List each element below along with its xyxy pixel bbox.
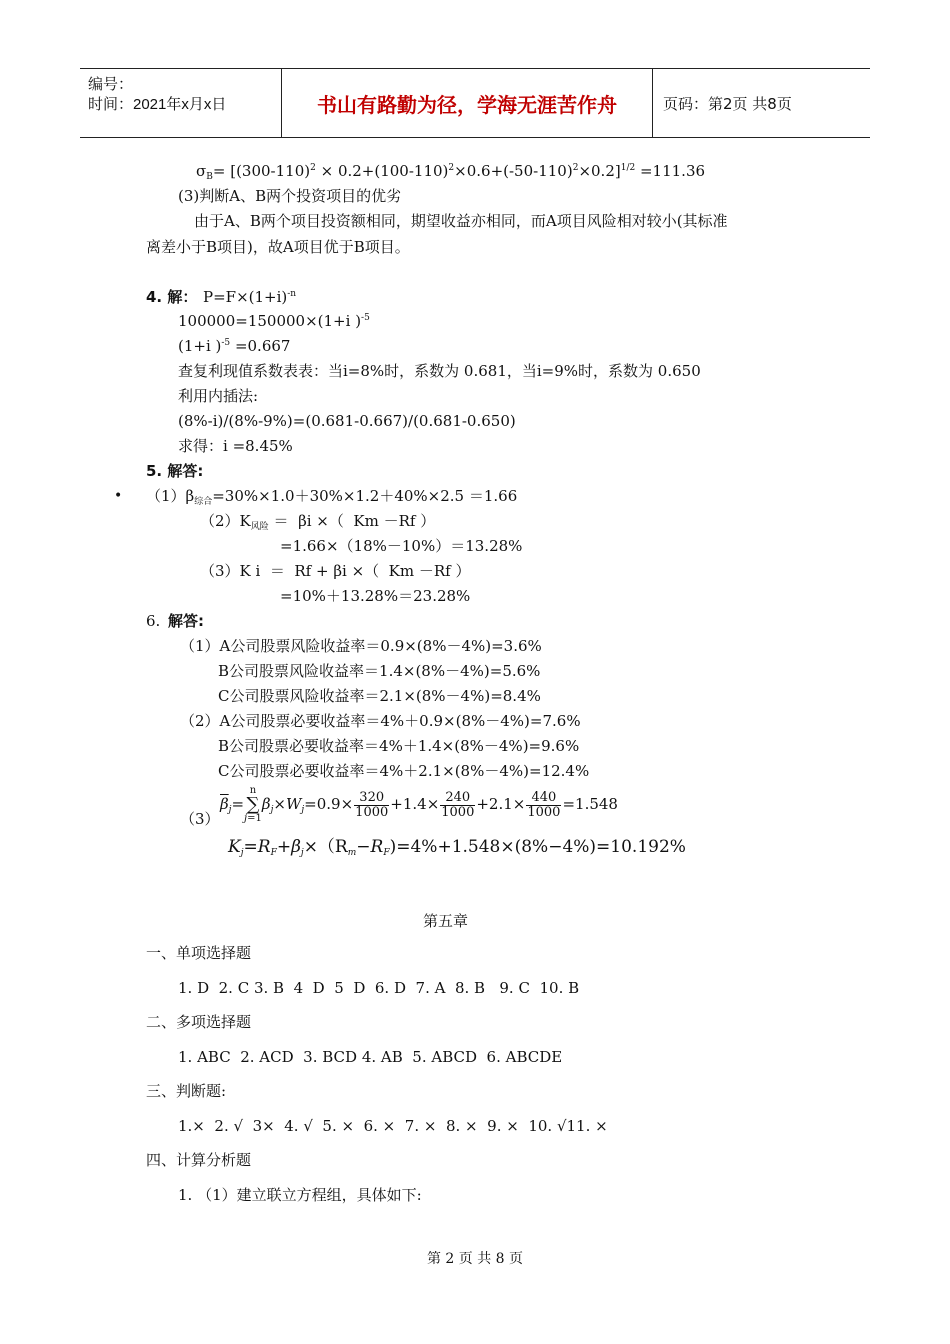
capm-formula: $K_j=R_F+\beta_j\times(R_m-R_F)=4\%+1.548\times(8\%-4\%)=10.192\%$ — [228, 837, 686, 858]
formula-line: =10%＋13.28%＝23.28% — [280, 587, 471, 605]
time-label: 时间：2021年x月x日 — [88, 96, 227, 113]
number-label: 编号： — [88, 76, 134, 93]
page-footer: 第 2 页 共 8 页 — [426, 1251, 524, 1267]
section-heading: 四、计算分析题 — [146, 1151, 252, 1169]
text-line: C公司股票风险收益率＝2.1×(8%－4%)=8.4% — [218, 687, 541, 705]
header-info-cell — [80, 69, 282, 137]
formula-line: 100000=150000×(1+i )$^{-5}$ — [178, 312, 370, 330]
answer-line: 1.× 2. √ 3× 4. √ 5. × 6. × 7. × 8. × 9. × 10. √11. × — [178, 1117, 608, 1135]
answer-line: 1. ABC 2. ACD 3. BCD 4. AB 5. ABCD 6. ABCDE — [178, 1048, 563, 1066]
formula-line: (8%-i)/(8%-9%)=(0.681-0.667)/(0.681-0.650) — [178, 412, 516, 430]
header-motto-cell — [282, 69, 653, 137]
sigma-b-line: $\sigma_B= [(300-110)^2 \times 0.2+(100-110)^2\times 0.6+(-50-110)^2\times 0.2]^{1/2} =111.36$ — [196, 162, 706, 182]
text-line: 利用内插法: — [178, 387, 259, 405]
q6-part3-label: （3） — [180, 810, 220, 828]
formula-line: (1+i )$^{-5}$ =0.667 — [178, 337, 291, 355]
chapter-title: 第五章 — [423, 912, 469, 930]
bullet-icon: • — [114, 488, 123, 504]
q4-label: 4. 解： — [146, 288, 198, 306]
text-line: 离差小于B项目)，故A项目优于B项目。 — [146, 238, 410, 256]
header-page-cell — [653, 69, 870, 137]
text-line: B公司股票必要收益率＝4%＋1.4×(8%－4%)=9.6% — [218, 737, 580, 755]
section-heading: 一、单项选择题 — [146, 944, 252, 962]
motto-text: 书山有路勤为径，学海无涯苦作舟 — [317, 93, 617, 117]
text-line: 求得：i =8.45% — [178, 437, 293, 455]
text-line: 1. （1）建立联立方程组，具体如下: — [178, 1186, 422, 1204]
page-label: 页码：第2页 共8页 — [663, 95, 792, 113]
text-line: (3)判断A、B两个投资项目的优劣 — [178, 187, 402, 205]
page-header — [80, 68, 870, 138]
beta-formula: $\overline{\beta}_j=$ n ∑ j=1 $\beta_j\times W_j=0.9\times$ $\frac{320}{1000}$ +1.4× $\frac{240}{1000}$ +2.1× $\frac{440}{1000}$ =1.548 — [220, 785, 618, 824]
q5-label: 5. 解答: — [146, 462, 204, 480]
formula-line: $P=F\times(1+i)^{-n}$ — [203, 288, 297, 306]
formula-line: =1.66×（18%－10%）＝13.28% — [280, 537, 523, 555]
text-line: B公司股票风险收益率＝1.4×(8%－4%)=5.6% — [218, 662, 541, 680]
formula-line: $(1)\beta_{综合}=30\%\times 1.0+30\%\times 1.2+40\%\times 2.5 =1.66$ — [146, 487, 518, 507]
text-line: （2）A公司股票必要收益率＝4%＋0.9×(8%－4%)=7.6% — [180, 712, 581, 730]
formula-line: （3）K i ＝ Rf + βi ×（ Km －Rf ） — [200, 562, 471, 580]
section-heading: 二、多项选择题 — [146, 1013, 252, 1031]
text-line: C公司股票必要收益率＝4%＋2.1×(8%－4%)=12.4% — [218, 762, 590, 780]
text-line: 由于A、B两个项目投资额相同，期望收益亦相同，而A项目风险相对较小(其标准 — [194, 212, 728, 230]
q6-label: 解答: — [168, 612, 204, 630]
answer-line: 1. D 2. C 3. B 4 D 5 D 6. D 7. A 8. B 9. C 10. B — [178, 979, 580, 997]
section-heading: 三、判断题: — [146, 1082, 227, 1100]
q6-number: 6. — [146, 612, 161, 630]
text-line: （1）A公司股票风险收益率＝0.9×(8%－4%)=3.6% — [180, 637, 542, 655]
text-line: 查复利现值系数表表：当i=8%时，系数为 0.681，当i=9%时，系数为 0.650 — [178, 362, 701, 380]
formula-line: $(2)K_{风险} = \beta i$ ×（ Km －Rf ） — [200, 512, 436, 532]
